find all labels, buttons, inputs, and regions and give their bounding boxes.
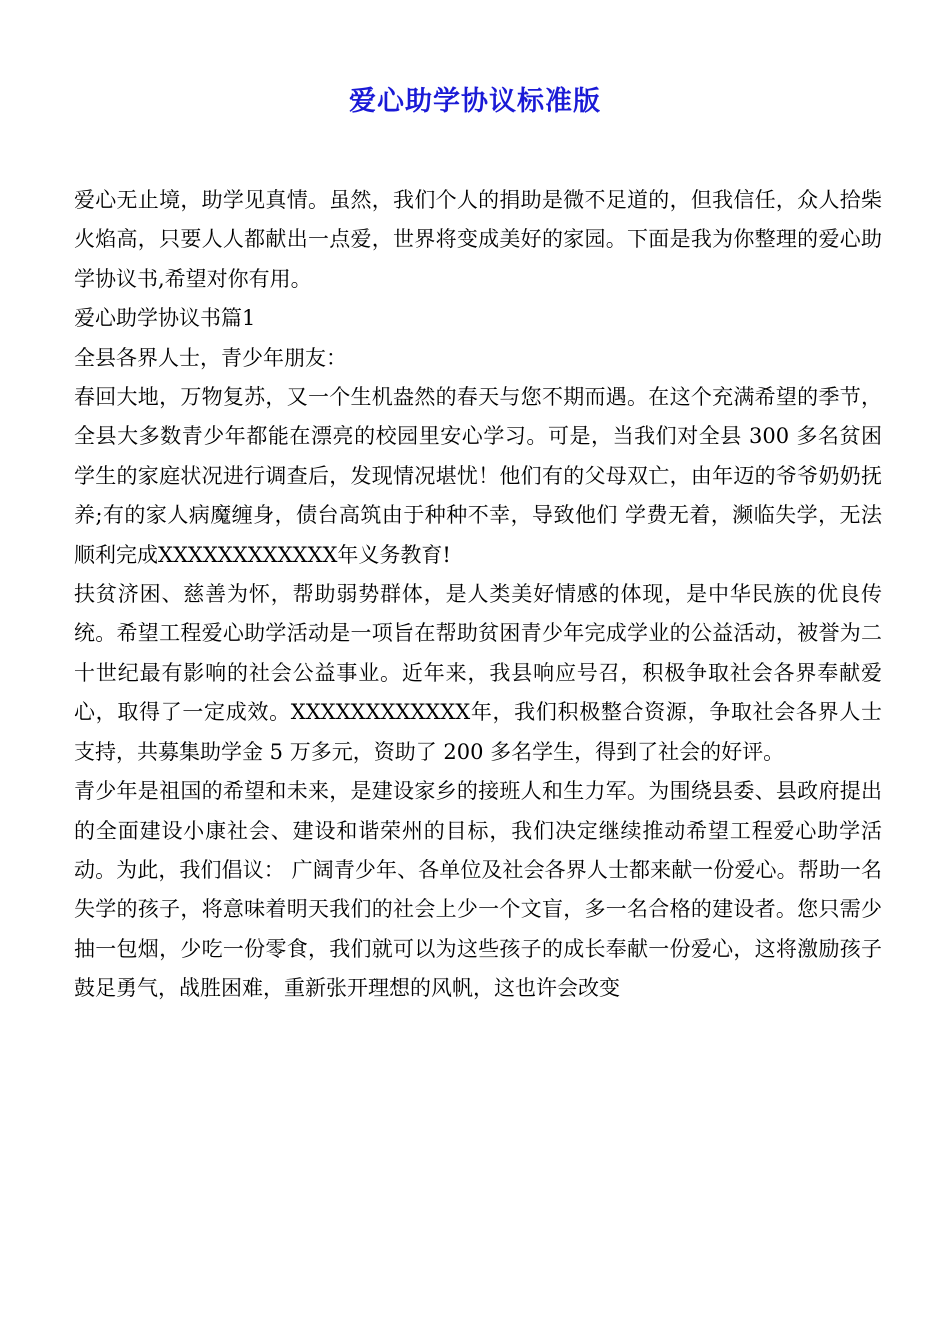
- salutation: 全县各界人士，青少年朋友：: [74, 345, 347, 370]
- paragraph-intro: 爱心无止境，助学见真情。虽然，我们个人的捐助是微不足道的，但我信任，众人拾柴火焰高，只要人人都献出一点爱，世界将变成美好的家园。下面是我为你整理的爱心助学协议书,希望对你有用。: [74, 188, 882, 291]
- paragraph: 春回大地，万物复苏，又一个生机盎然的春天与您不期而遇。在这个充满希望的季节，全县大多数青少年都能在漂亮的校园里安心学习。可是，当我们对全县 300 多名贫困学生的家庭状况进行调查后，发现情况堪忧！他们有的父母双亡，由年迈的爷爷奶奶抚养;有的家人病魔缠身，债台高筑由于种种不幸，导致他们 学费无着，濒临失学，无法顺利完成XXXXXXXXXXXX年义务教育!: [74, 385, 882, 567]
- paragraph: 扶贫济困、慈善为怀，帮助弱势群体，是人类美好情感的体现，是中华民族的优良传统。希望工程爱心助学活动是一项旨在帮助贫困青少年完成学业的公益活动，被誉为二十世纪最有影响的社会公益事业。近年来，我县响应号召，积极争取社会各界奉献爱心，取得了一定成效。XXXXXXXXXXXX年，我们积极整合资源，争取社会各界人士支持，共募集助学金 5 万多元，资助了 200 多名学生，得到了社会的好评。: [74, 582, 882, 764]
- document-title: 爱心助学协议标准版: [349, 86, 601, 117]
- document-body: [74, 181, 882, 1009]
- paragraph: 青少年是祖国的希望和未来，是建设家乡的接班人和生力军。为围绕县委、县政府提出的全面建设小康社会、建设和谐荣州的目标，我们决定继续推动希望工程爱心助学活动。为此，我们倡议： 广阔青少年、各单位及社会各界人士都来献一份爱心。帮助一名失学的孩子，将意味着明天我们的社会上少一个文盲，多一名合格的建设者。您只需少抽一包烟，少吃一份零食，我们就可以为这些孩子的成长奉献一份爱心，这将激励孩子鼓足勇气，战胜困难，重新张开理想的风帆，这也许会改变: [74, 779, 882, 1001]
- section-heading: 爱心助学协议书篇1: [74, 306, 256, 331]
